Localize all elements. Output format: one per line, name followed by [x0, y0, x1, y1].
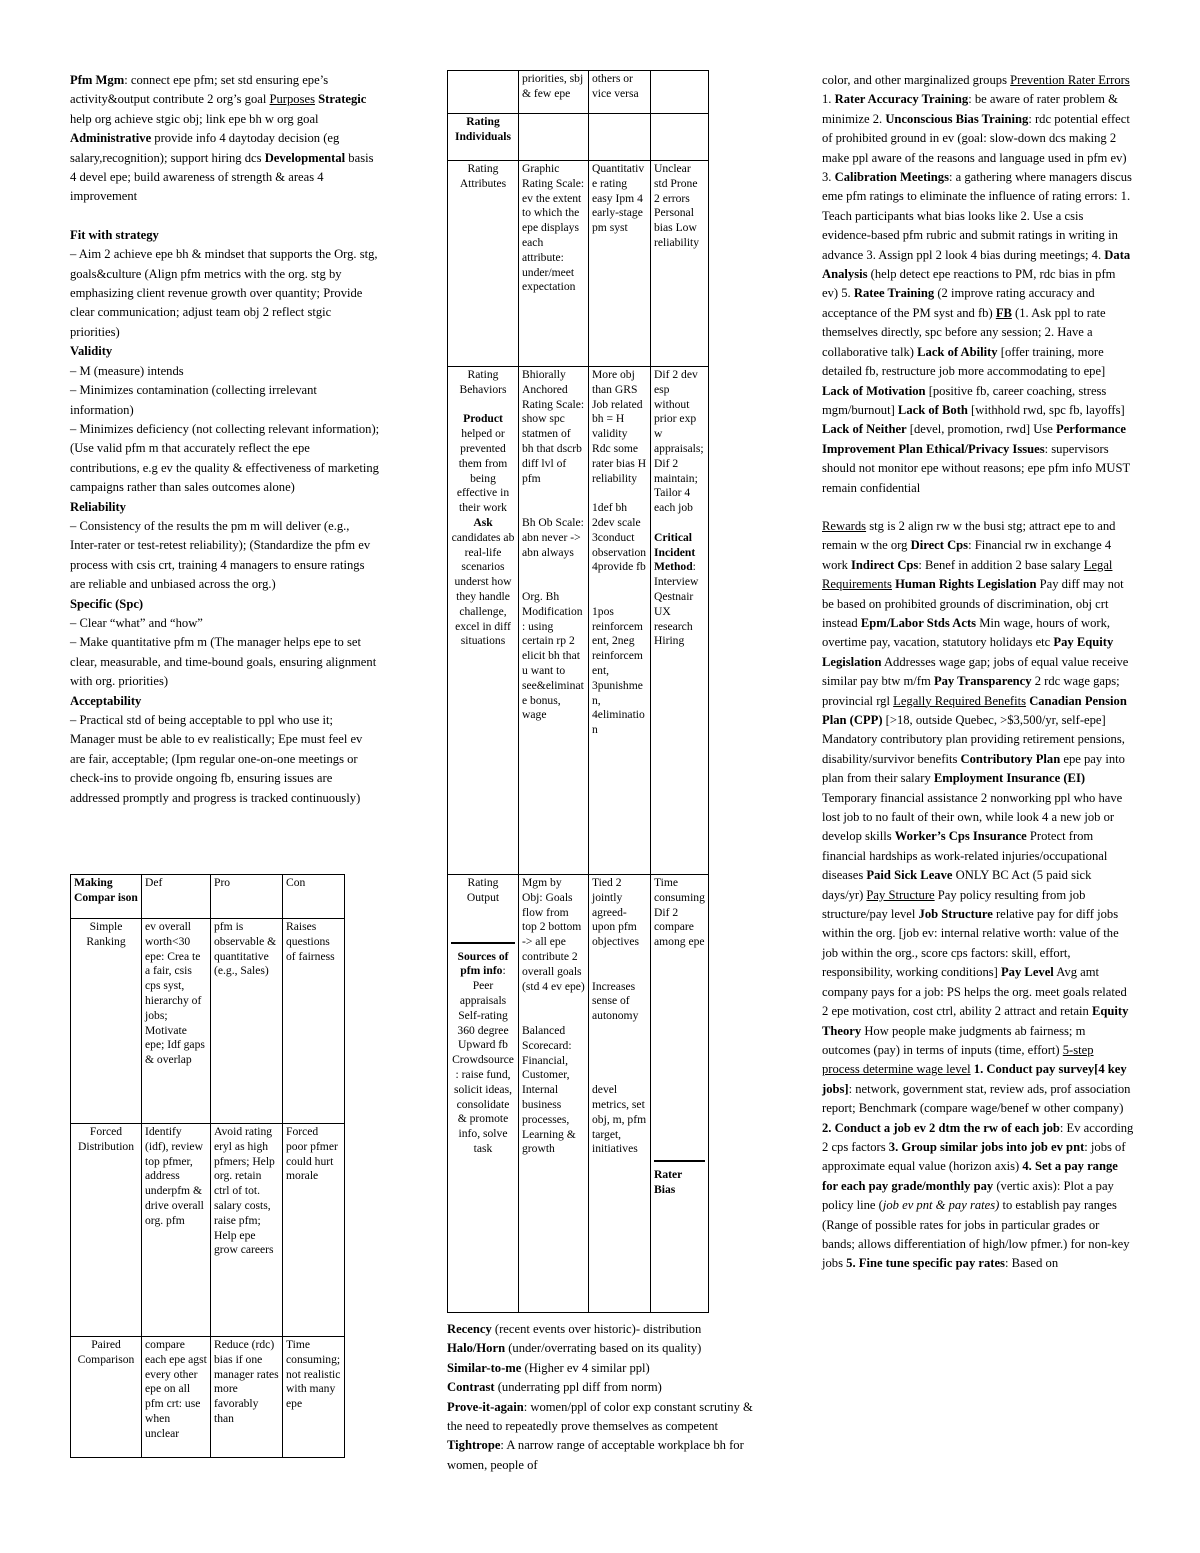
table-cell: pfm is observable & quantitative (e.g., Sales) [211, 919, 283, 1124]
table-cell [651, 114, 709, 161]
specific-line: – Clear “what” and “how” [70, 615, 203, 630]
tightrope-label: Tightrope [447, 1438, 501, 1453]
table-cell: Mgm by Obj: Goals flow from top 2 bottom -> all epe contribute 2 overall goals (std 4 ev epe) Balanced Scorecard: Financial, Customer, Internal business processes, Learning & growth [519, 875, 589, 1313]
table-cell: compare each epe agst every other epe on all pfm crt: use when unclear [142, 1337, 211, 1458]
table-cell: others or vice versa [589, 71, 651, 114]
column-left [70, 71, 380, 808]
table-cell [589, 114, 651, 161]
prevention-paragraph: color, and other marginalized groups Prevention Rater Errors 1. Rater Accuracy Training: be aware of rater problem & minimize 2. Unconscious Bias Training: rdc potential effect of prohibited ground in ev (goal: slow-down dcs making 2 make ppl aware of the reasons and language used in pfm ev) 3. Calibration Meetings: a gathering where managers discus eme pfm ratings to eliminate the influence of rating errors: 1. Teach participants what bias looks like 2. Use a csis evidence-based pfm rubric and submit ratings in writing in advance 3. Assign ppl 2 look 4 bias during meetings; 4. Data Analysis (help detect epe reactions to PM, rdc bias in pfm ev) 5. Ratee Training (2 improve rating accuracy and acceptance of the PM syst and fb) FB (1. Ask ppl to rate themselves directly, spc before any session; 2. Have a collaborative talk) Lack of Ability [offer training, more detailed fb, restructure job more accommodating to epe] Lack of Motivation [positive fb, career coaching, stress mgm/burnout] Lack of Both [withhold rwd, spc fb, layoffs] Lack of Neither [devel, promotion, rwd] Use Performance Improvement Plan Ethical/Privacy Issues: supervisors should not monitor epe without reasons; epe pfm info MUST remain confidential [822, 73, 1132, 495]
table-cell: Dif 2 dev esp without prior exp w appraisals; Dif 2 maintain; Tailor 4 each job Critical Incident Method: Interview Qestnair UX research Hiring [651, 367, 709, 875]
table-row [448, 161, 709, 367]
table-cell: priorities, sbj & few epe [519, 71, 589, 114]
table-cell: Identify (idf), review top pfmer, address underpfm & drive overall org. pfm [142, 1124, 211, 1337]
prove-it-again-label: Prove-it-again [447, 1399, 524, 1414]
halo-horn-label: Halo/Horn [447, 1341, 506, 1356]
table-cell [651, 71, 709, 114]
similar-to-me-label: Similar-to-me [447, 1360, 522, 1375]
rewards-paragraph: Rewards stg is 2 align rw w the busi stg; attract epe to and remain w the org Direct Cps: Financial rw in exchange 4 work Indirect Cps: Benef in addition 2 base salary Legal Requirements Human Rights Legislation Pay diff may not be based on prohibited grounds of discrimination, obj crt instead Epm/Labor Stds Acts Min wage, hours of work, overtime pay, vacation, statutory holidays etc Pay Equity Legislation Addresses wage gap; jobs of equal value receive similar pay btw m/fm Pay Transparency 2 rdc wage gaps; provincial rgl Legally Required Benefits Canadian Pension Plan (CPP) [>18, outside Quebec, >$3,500/yr, self-epe] Mandatory contributory plan providing retirement pensions, disability/survivor benefits Contributory Plan epe pay into plan from their salary Employment Insurance (EI) Temporary financial assistance 2 nonworking ppl who have lost job to no fault of their own, while look 4 a new job or develop skills Worker’s Cps Insurance Protect from financial hardships as work-related injuries/occupational diseases Paid Sick Leave ONLY BC Act (5 paid sick days/yr) Pay Structure Pay policy resulting from job structure/pay level Job Structure relative pay for diff jobs within the org. [job ev: internal relative worth: value of the job within the org., score cps factors: skill, effort, responsibility, working conditions] Pay Level Avg amt company pays for a job: PS helps the org. meet goals related 2 epe motivation, cost ctrl, ability 2 attract and retain Equity Theory How people make judgments ab fairness; m outcomes (pay) in terms of inputs (time, effort) 5-step process determine wage level 1. Conduct pay survey[4 key jobs]: network, government stat, review ads, prof association report; Benchmark (compare wage/benef w other company) 2. Conduct a job ev 2 dtm the rw of each job: Ev according 2 cps factors 3. Group similar jobs into job ev pnt: jobs of approximate equal value (horizon axis) 4. Set a pay range for each pay grade/monthly pay (vertic axis): Plot a pay policy line (job ev pnt & pay rates) to establish pay ranges (Range of possible rates for jobs in particular grades or bands; allows differentiation of high/low pfmer.) for non-key jobs 5. Fine tune specific pay rates: Based on [822, 518, 1134, 1271]
purposes-heading: Purposes [269, 92, 315, 107]
prevention-heading: Prevention Rater Errors [1010, 73, 1130, 87]
pfm-mgm-title: Pfm Mgm [70, 73, 125, 87]
table-cell: Unclear std Prone 2 errors Personal bias Low reliability [651, 161, 709, 367]
column-right [822, 71, 1134, 1274]
table-row [448, 875, 709, 1313]
specific-line: – Make quantitative pfm m (The manager helps epe to set clear, measurable, and time-bound goals, ensuring alignment with org. priorities) [70, 635, 377, 689]
table-row [448, 114, 709, 161]
pay-structure-heading: Pay Structure [866, 887, 935, 902]
table-row [71, 1124, 345, 1337]
table-cell: Bhiorally Anchored Rating Scale: show spc statmen of bh that dscrb diff lvl of pfm Bh Ob Scale: abn never -> abn always Org. Bh Modification: using certain rp 2 elicit bh that u want to see&eliminate bonus, wage [519, 367, 589, 875]
table-cell [519, 114, 589, 161]
table-header-cell: Pro [211, 875, 283, 919]
table-cell: Graphic Rating Scale: ev the extent to which the epe displays each attribute: under/meet expectation [519, 161, 589, 367]
table-cell: Time consuming Dif 2 compare among epe Rater Bias [651, 875, 709, 1313]
table-header-cell: Def [142, 875, 211, 919]
contrast-label: Contrast [447, 1380, 495, 1395]
table-cell: Forced poor pfmer could hurt morale [283, 1124, 345, 1337]
table-cell: Avoid rating eryl as high pfmers; Help org. retain ctrl of tot. salary costs, raise pfm; Help epe grow careers [211, 1124, 283, 1337]
table-header-cell: Con [283, 875, 345, 919]
rater-bias-heading: Rater Bias [654, 1167, 683, 1196]
validity-line: – Minimizes contamination (collecting irrelevant information) [70, 383, 317, 417]
table-cell: ev overall worth<30 epe: Crea te a fair, csis cps syst, hierarchy of jobs; Motivate epe; Idf gaps & overlap [142, 919, 211, 1124]
fit-strategy-heading: Fit with strategy [70, 227, 159, 242]
table-cell: Rating Behaviors Product helped or prevented them from being effective in their work Ask candidates ab real-life scenarios underst how they handle challenge, excel in diff situations [448, 367, 519, 875]
table-cell: Forced Distribution [71, 1124, 142, 1337]
table-cell: Tied 2 jointly agreed-upon pfm objectives Increases sense of autonomy devel metrics, set obj, m, pfm target, initiatives [589, 875, 651, 1313]
divider [654, 1160, 705, 1162]
table-cell: Paired Comparison [71, 1337, 142, 1458]
reliability-text: – Consistency of the results the pm m will deliver (e.g., Inter-rater or test-retest reliability); (Standardize the pfm ev process with csis crt, training 4 managers to ensure ratings are reliable and unbiased across the org.) [70, 518, 371, 592]
table-cell: Rating Attributes [448, 161, 519, 367]
acceptability-heading: Acceptability [70, 693, 142, 708]
rater-bias-list: Recency (recent events over historic)- distribution Halo/Horn (under/overrating based on its quality) Similar-to-me (Higher ev 4 similar ppl) Contrast (underrating ppl diff from norm) Prove-it-again: women/ppl of color exp constant scrutiny & the need to repeatedly prove themselves as competent Tightrope: A narrow range of acceptable workplace bh for women, people of [447, 1322, 753, 1472]
table-cell [448, 71, 519, 114]
divider [451, 942, 515, 944]
rating-methods-table [447, 70, 709, 1313]
five-step-heading: 5-step process determine wage level [822, 1042, 1094, 1077]
rating-individuals-heading: Rating Individuals [448, 114, 519, 161]
table-row [71, 919, 345, 1124]
table-cell: Reduce (rdc) bias if one manager rates more favorably than [211, 1337, 283, 1458]
table-row [448, 367, 709, 875]
table-row [71, 1337, 345, 1458]
rewards-heading: Rewards [822, 518, 867, 533]
table-cell: Simple Ranking [71, 919, 142, 1124]
legal-requirements-heading: Legal Requirements [822, 557, 1113, 592]
validity-heading: Validity [70, 344, 113, 359]
table-cell: Raises questions of fairness [283, 919, 345, 1124]
validity-line: – Minimizes deficiency (not collecting relevant information); (Use valid pfm m that accurately reflect the epe contributions, e.g ev the quality & effectiveness of marketing campaigns rather than sales outcomes alone) [70, 421, 380, 495]
recency-label: Recency [447, 1322, 492, 1336]
acceptability-text: – Practical std of being acceptable to ppl who use it; Manager must be able to ev realistically; Epe must feel ev are fair, acceptable; (Ipm regular one-on-one meetings or check-ins to provide ongoing fb, ensuring issues are addressed promptly and progress is tracked continuously) [70, 713, 363, 805]
reliability-heading: Reliability [70, 499, 126, 514]
table-cell: Rating Output Sources of pfm info: Peer appraisals Self-rating 360 degree Upward fb Crowdsource: raise fund, solicit ideas, consolidate & promote info, solve task [448, 875, 519, 1313]
table-cell: More obj than GRS Job related bh = H validity Rdc some rater bias H reliability 1def bh 2dev scale 3conduct observation 4provide fb 1pos reinforcement, 2neg reinforcement, 3punishmen, 4elimination [589, 367, 651, 875]
table-cell: Quantitative rating easy Ipm 4 early-stage pm syst [589, 161, 651, 367]
table-header-row [71, 875, 345, 919]
fit-strategy-text: – Aim 2 achieve epe bh & mindset that supports the Org. stg, goals&culture (Align pfm metrics with the org. stg by emphasizing client revenue growth over quantity; Provide clear communication; adjust team obj 2 reflect stgic priorities) [70, 247, 378, 339]
table-header-cell: Making Compar ison [71, 875, 142, 919]
pfm-mgm-paragraph: Pfm Mgm: connect epe pfm; set std ensuring epe’s activity&output contribute 2 org’s goal Purposes Strategic help org achieve stgic obj; link epe bh w org goal Administrative provide info 4 daytoday decision (eg salary,recognition); support hiring dcs Developmental basis 4 devel epe; build awareness of strength & areas 4 improvement [70, 73, 374, 204]
table-cell: Time consuming; not realistic with many epe [283, 1337, 345, 1458]
making-comparison-table [70, 874, 345, 1458]
table-row [448, 71, 709, 114]
validity-line: – M (measure) intends [70, 363, 184, 378]
specific-heading: Specific (Spc) [70, 596, 144, 611]
